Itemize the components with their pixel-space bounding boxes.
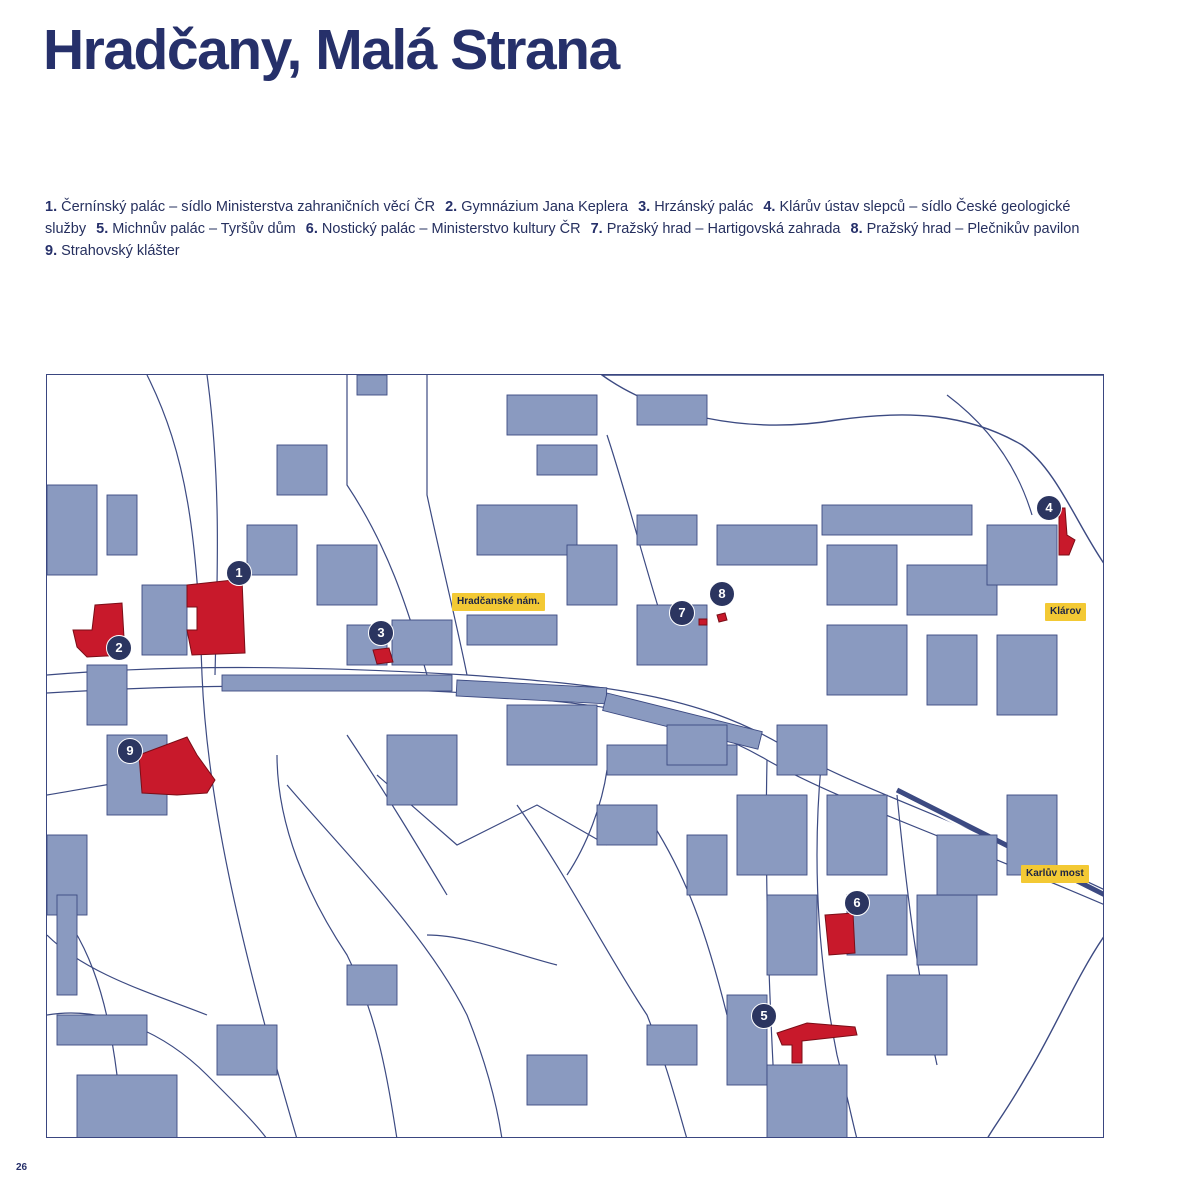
legend-item-3: 3. Hrzánský palác — [638, 199, 754, 215]
place-label-hradcanske-nam: Hradčanské nám. — [452, 593, 545, 611]
building-4 — [1059, 508, 1075, 555]
page-title: Hradčany, Malá Strana — [43, 18, 619, 82]
marker-1[interactable]: 1 — [226, 560, 252, 586]
building-1 — [187, 579, 245, 655]
building-3 — [373, 648, 393, 664]
legend-item-1: 1. Černínský palác – sídlo Ministerstva zahraničních věcí ČR — [45, 199, 436, 215]
marker-6[interactable]: 6 — [844, 890, 870, 916]
legend-item-6: 6. Nostický palác – Ministerstvo kultury ČR — [305, 221, 581, 237]
page-number: 26 — [16, 1162, 28, 1173]
river-bank-lower — [987, 935, 1104, 1138]
legend-item-8: 8. Pražský hrad – Plečnikův pavilon — [850, 221, 1080, 237]
legend-item-5: 5. Michnův palác – Tyršův dům — [96, 221, 296, 237]
place-label-klarov: Klárov — [1045, 603, 1086, 621]
marker-5[interactable]: 5 — [751, 1003, 777, 1029]
legend-item-2: 2. Gymnázium Jana Keplera — [445, 199, 629, 215]
legend-item-9: 9. Strahovský klášter — [45, 243, 180, 259]
marker-9[interactable]: 9 — [117, 738, 143, 764]
marker-4[interactable]: 4 — [1036, 495, 1062, 521]
place-label-karluv-most: Karlův most — [1021, 865, 1089, 883]
legend-item-4: 4. Klárův ústav slepců – sídlo České geologické služby — [45, 199, 1071, 237]
map-canvas — [47, 375, 1104, 1138]
map[interactable] — [46, 374, 1104, 1138]
building-7 — [699, 619, 707, 625]
marker-2[interactable]: 2 — [106, 635, 132, 661]
building-8 — [717, 613, 727, 622]
marker-3[interactable]: 3 — [368, 620, 394, 646]
marker-7[interactable]: 7 — [669, 600, 695, 626]
legend — [45, 196, 1095, 262]
building-5 — [777, 1023, 857, 1063]
building-6 — [825, 913, 855, 955]
legend-item-7: 7. Pražský hrad – Hartigovská zahrada — [590, 221, 841, 237]
marker-8[interactable]: 8 — [709, 581, 735, 607]
